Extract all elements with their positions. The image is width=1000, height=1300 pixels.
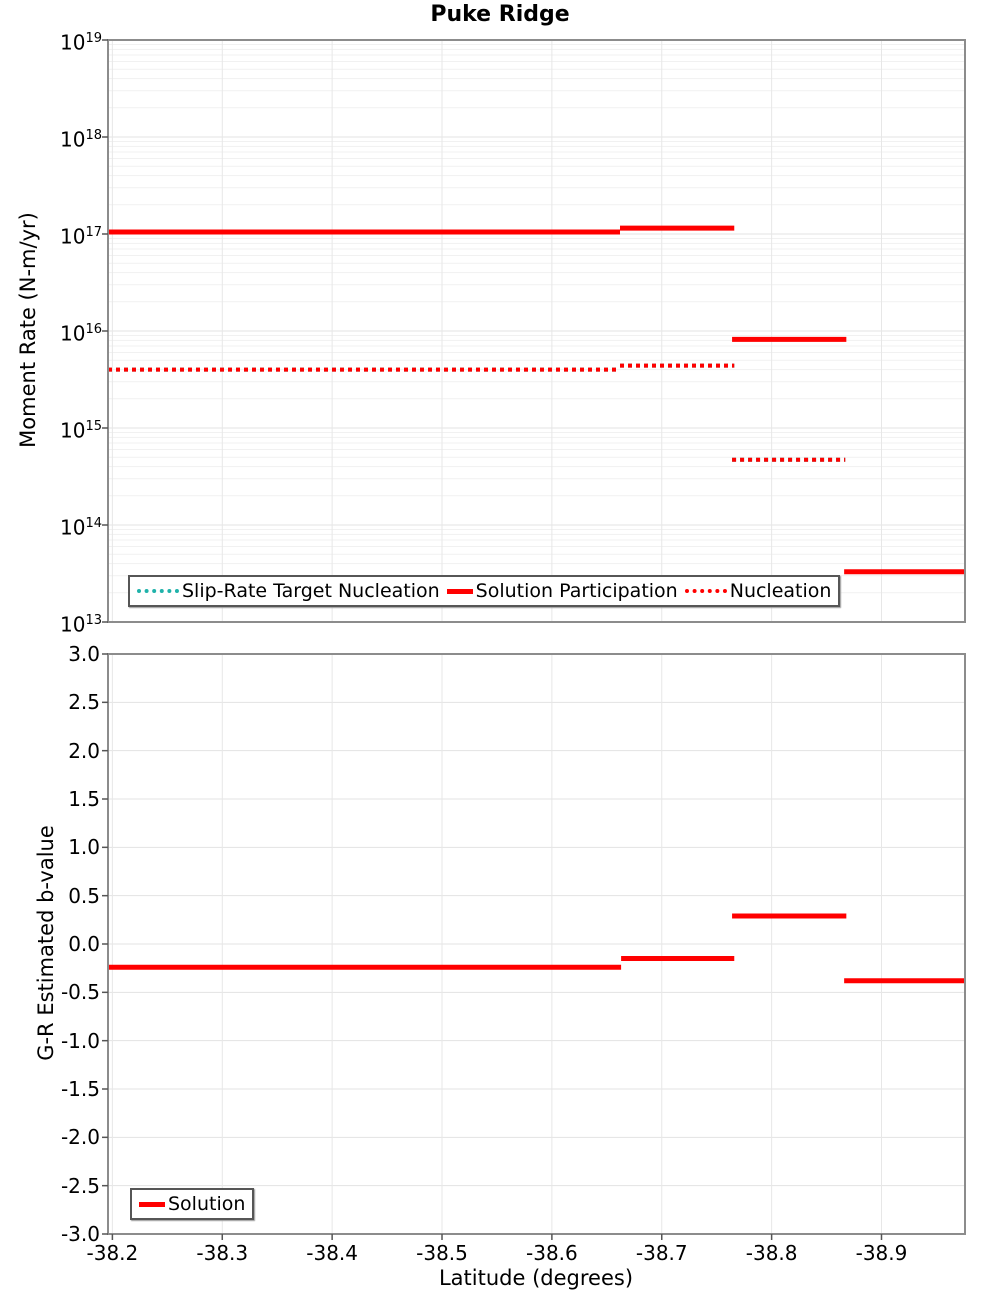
y-tick-label-b-value: 2.5 <box>68 690 100 715</box>
x-tick-label: -38.4 <box>306 1241 358 1265</box>
x-tick-label: -38.7 <box>635 1241 688 1265</box>
legend-swatch-solid <box>139 1202 165 1207</box>
legend-label: Slip-Rate Target Nucleation <box>182 580 440 602</box>
x-tick-label: -38.2 <box>86 1241 139 1265</box>
y-tick-label-b-value: -1.0 <box>60 1028 100 1053</box>
legend-swatch-dotted <box>137 589 179 593</box>
legend-label: Solution <box>168 1193 246 1215</box>
legend-item <box>139 1193 245 1215</box>
x-tick-label: -38.5 <box>416 1241 468 1265</box>
y-tick-label-moment-rate: $10^{18}$ <box>60 127 102 152</box>
y-tick-label-b-value: -3.0 <box>60 1222 100 1246</box>
legend-item <box>137 580 440 602</box>
legend-item <box>447 580 678 602</box>
y-axis-title-moment-rate: Moment Rate (N-m/yr) <box>16 212 40 448</box>
y-tick-label-b-value: 0.5 <box>68 883 100 908</box>
legend-item <box>685 580 832 602</box>
y-tick-label-b-value: 1.0 <box>68 835 100 860</box>
legend-swatch-dotted <box>685 589 727 593</box>
y-tick-label-moment-rate: $10^{15}$ <box>60 418 102 443</box>
y-tick-label-b-value: -2.0 <box>60 1125 100 1150</box>
y-axis-title-b-value: G-R Estimated b-value <box>34 825 58 1061</box>
legend-b-value <box>130 1188 254 1220</box>
y-tick-label-b-value: 1.5 <box>68 787 100 811</box>
y-tick-label-moment-rate: $10^{19}$ <box>60 30 102 55</box>
legend-moment-rate <box>128 575 840 607</box>
x-tick-label: -38.9 <box>855 1241 908 1265</box>
y-tick-label-b-value: -2.5 <box>60 1173 100 1198</box>
legend-label: Nucleation <box>729 580 832 602</box>
y-tick-label-moment-rate: $10^{13}$ <box>60 612 102 637</box>
y-tick-label-b-value: -1.5 <box>60 1077 100 1101</box>
x-tick-label: -38.6 <box>526 1241 578 1265</box>
x-axis-title: Latitude (degrees) <box>438 1266 634 1290</box>
y-tick-label-b-value: 2.0 <box>68 738 100 763</box>
y-tick-label-b-value: 3.0 <box>68 642 100 666</box>
legend-label: Solution Participation <box>475 580 678 602</box>
y-tick-label-moment-rate: $10^{16}$ <box>60 321 102 346</box>
y-tick-label-b-value: 0.0 <box>68 932 100 956</box>
x-tick-label: -38.3 <box>196 1241 249 1265</box>
chart-title: Puke Ridge <box>430 2 570 27</box>
y-tick-label-moment-rate: $10^{17}$ <box>60 224 102 249</box>
legend-swatch-solid <box>447 589 473 594</box>
x-tick-label: -38.8 <box>745 1241 798 1265</box>
y-tick-label-moment-rate: $10^{14}$ <box>60 515 102 540</box>
y-tick-label-b-value: -0.5 <box>60 980 100 1005</box>
